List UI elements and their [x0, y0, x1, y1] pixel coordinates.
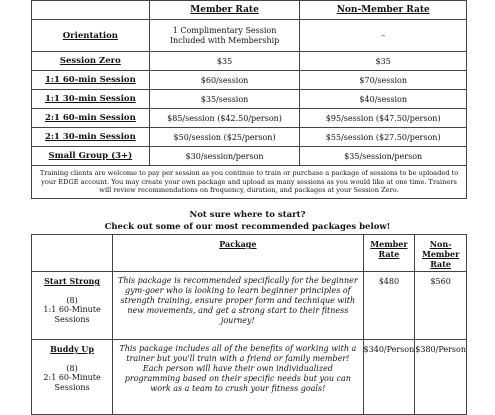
rate-label: Session Zero [32, 52, 150, 71]
package-row-start-strong [32, 272, 467, 340]
rate-label: 1:1 30-min Session [32, 90, 150, 109]
package-description: This package includes all of the benefits of working with a trainer but you'll train with a friend or family member! Each person will have their own individualized programming based on their specific needs but you can work as a team to crush your fitness goals! [113, 340, 363, 415]
headline-line-1: Not sure where to start? [189, 210, 306, 220]
rate-label: 1:1 60-min Session [32, 71, 150, 90]
rate-nonmember: $70/session [300, 71, 467, 90]
rate-member: $50/session ($25/person) [149, 128, 300, 147]
rate-member: $35/session [149, 90, 300, 109]
rate-member: $85/session ($42.50/person) [149, 109, 300, 128]
packages-header-row [32, 235, 467, 272]
package-quantity: (8) [66, 364, 78, 373]
rates-row-1to1-30 [32, 90, 467, 109]
rate-member: 1 Complimentary Session Included with Membership [149, 20, 300, 52]
package-row-buddy-up [32, 340, 467, 415]
rates-note: Training clients are welcome to pay per session as you continue to train or purchase a package of sessions to be uploaded to your EDGE account. You may create your own package and upload as many sessions as you would like at one time. Trainers will review recommendations on frequency, duration, and packages at your Session Zero. [32, 166, 467, 199]
rate-nonmember: $95/session ($47.50/person) [300, 109, 467, 128]
rate-nonmember: $35/session/person [300, 147, 467, 166]
package-type: 1:1 60-Minute Sessions [43, 305, 101, 324]
rate-label: Orientation [32, 20, 150, 52]
package-type: 2:1 60-Minute Sessions [43, 373, 101, 392]
rate-nonmember: $40/session [300, 90, 467, 109]
packages-header-blank [32, 235, 113, 272]
package-quantity: (8) [66, 296, 78, 305]
rate-nonmember: $55/session ($27.50/person) [300, 128, 467, 147]
package-name-cell [32, 340, 113, 415]
rate-member: $30/session/person [149, 147, 300, 166]
headline-line-2: Check out some of our most recommended packages below! [104, 222, 391, 232]
package-member-price: $480 [363, 272, 415, 340]
rate-label: 2:1 60-min Session [32, 109, 150, 128]
package-name-cell [32, 272, 113, 340]
rates-row-1to1-60 [32, 71, 467, 90]
rates-table [31, 0, 467, 199]
package-nonmember-price: $560 [415, 272, 467, 340]
packages-table [31, 234, 467, 415]
rates-header-member: Member Rate [149, 1, 300, 20]
rate-label: 2:1 30-min Session [32, 128, 150, 147]
package-nonmember-price: $380/Person [415, 340, 467, 415]
rates-note-row [32, 166, 467, 199]
package-name: Buddy Up [50, 344, 94, 354]
rate-nonmember: $35 [300, 52, 467, 71]
rates-row-orientation [32, 20, 467, 52]
recommendation-headline [0, 209, 495, 233]
rates-row-session-zero [32, 52, 467, 71]
package-description: This package is recommended specifically for the beginner gym-goer who is looking to learn beginner principles of strength training, ensure proper form and technique with new movements, and get a strong start to their fitness journey! [113, 272, 363, 340]
rates-row-small-group [32, 147, 467, 166]
rates-header-blank [32, 1, 150, 20]
rates-header-nonmember: Non-Member Rate [300, 1, 467, 20]
rate-nonmember: – [300, 20, 467, 52]
package-member-price: $340/Person [363, 340, 415, 415]
packages-header-nonmember: Non-Member Rate [415, 235, 467, 272]
rates-header-row [32, 1, 467, 20]
rates-row-2to1-30 [32, 128, 467, 147]
rate-member: $35 [149, 52, 300, 71]
packages-header-package: Package [113, 235, 363, 272]
rates-row-2to1-60 [32, 109, 467, 128]
rate-member: $60/session [149, 71, 300, 90]
package-name: Start Strong [44, 276, 100, 286]
rate-label: Small Group (3+) [32, 147, 150, 166]
packages-header-member: Member Rate [363, 235, 415, 272]
